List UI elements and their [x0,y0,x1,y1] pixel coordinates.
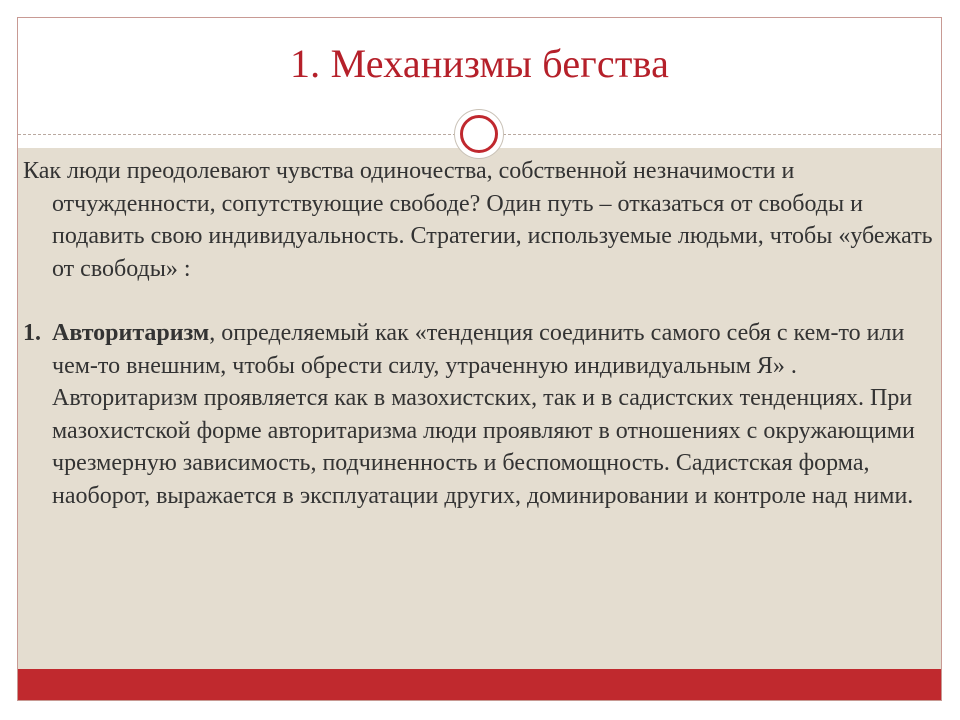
list-item-text: , определяемый как «тенденция соединить самого себя с кем-то или чем-то внешним, чтобы обрести силу, утраченную индивидуальным Я» . Авторитаризм проявляется как в мазохистских, так и в садистских тенденциях. При мазохистской форме авторитаризма люди проявляют в отношениях с окружающими чрезмерную зависимость, подчиненность и беспомощность. Садистская форма, наоборот, выражается в эксплуатации других, доминировании и контроле над ними. [52,320,915,509]
list-item-term: Авторитаризм [52,320,210,346]
list-item [23,317,938,512]
list-item-number: 1. [23,320,41,346]
slide [17,17,942,701]
slide-body [23,155,938,512]
ring-ornament-icon [454,109,504,159]
slide-title: 1. Механизмы бегства [289,41,670,86]
intro-paragraph: Как люди преодолевают чувства одиночества, собственной незначимости и отчужденности, сопутствующие свободе? Один путь – отказаться от свободы и подавить свою индивидуальность. Стратегии, используемые людьми, чтобы «убежать от свободы» : [23,158,933,282]
ring-ornament-inner [460,115,498,153]
bottom-bar [18,669,941,700]
